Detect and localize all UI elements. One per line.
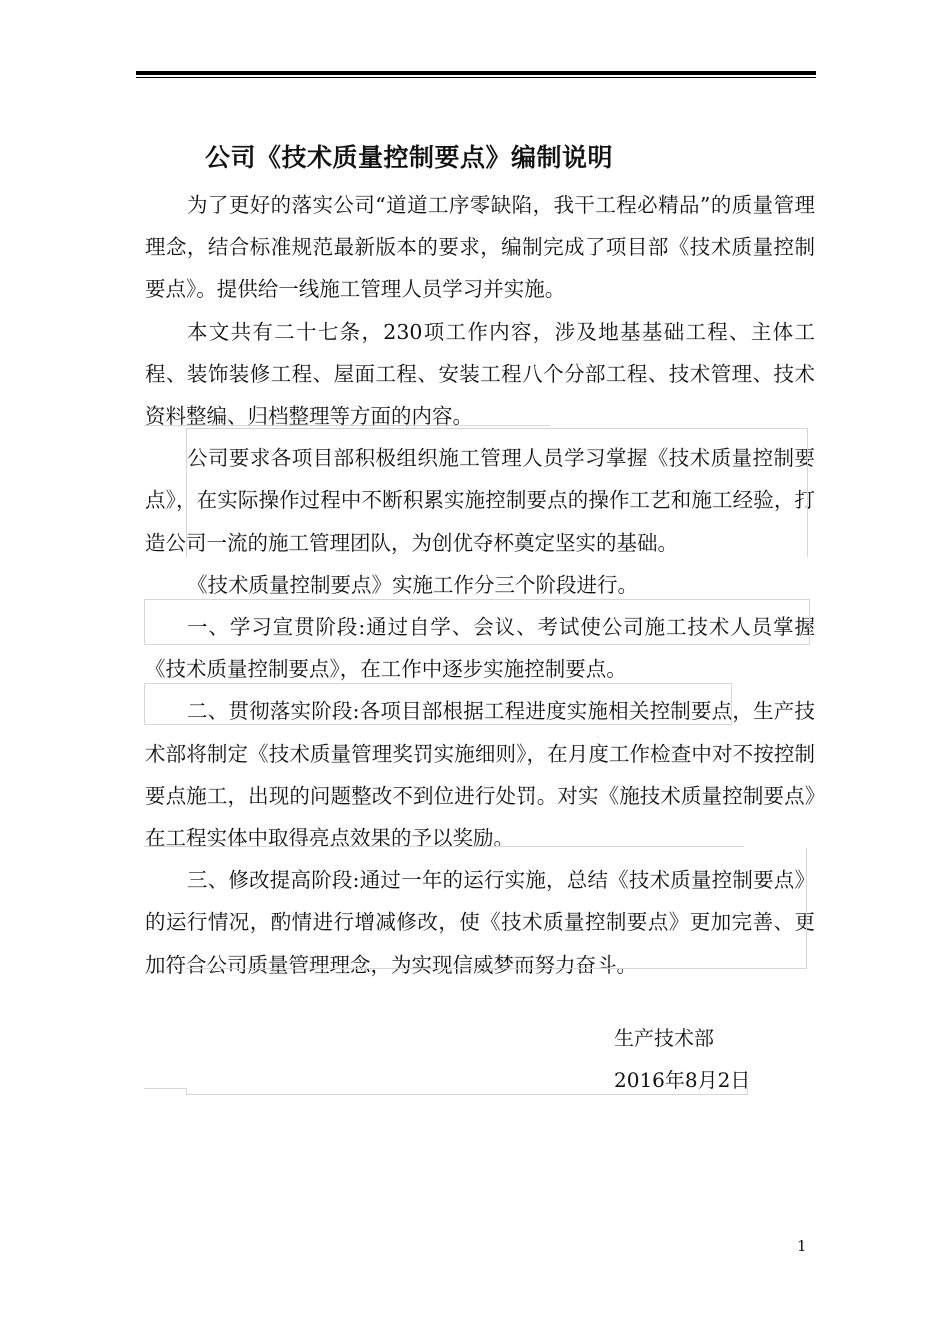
header-rule-thick [136, 71, 816, 75]
paragraph-scope: 本文共有二十七条，230项工作内容，涉及地基基础工程、主体工程、装饰装修工程、屋面工程、安装工程八个分部工程、技术管理、技术资料整编、归档整理等方面的内容。 [145, 319, 815, 429]
page-number: 1 [797, 1237, 807, 1255]
paragraph-phases: 《技术质量控制要点》实施工作分三个阶段进行。 [187, 572, 638, 597]
document-title: 公司《技术质量控制要点》编制说明 [205, 143, 614, 172]
signature-department: 生产技术部 [614, 1026, 714, 1050]
paragraph-phase-two: 二、贯彻落实阶段:各项目部根据工程进度实施相关控制要点，生产技术部将制定《技术质量管理奖罚实施细则》，在月度工作检查中对不按控制要点施工，出现的问题整改不到位进行处罚。对实《施技术质量控制要点》在工程实体中取得亮点效果的予以奖励。 [145, 699, 815, 851]
paragraph-phase-one: 一、学习宣贯阶段:通过自学、会议、考试使公司施工技术人员掌握《技术质量控制要点》，在工作中逐步实施控制要点。 [145, 615, 815, 682]
paragraph-intro: 为了更好的落实公司“道道工序零缺陷，我干工程必精品”的质量管理理念，结合标准规范最新版本的要求，编制完成了项目部《技术质量控制要点》。提供给一线施工管理人员学习并实施。 [145, 193, 815, 302]
document-body [145, 184, 815, 986]
paragraph-phase-three: 三、修改提高阶段:通过一年的运行实施，总结《技术质量控制要点》的运行情况，酌情进行增减修改，使《技术质量控制要点》更加完善、更加符合公司质量管理理念，为实现信威梦而努力奋斗。 [145, 868, 815, 977]
signature-date: 2016年8月2日 [614, 1068, 751, 1092]
header-rule-thin [136, 77, 816, 78]
frame-guide [144, 1088, 186, 1089]
paragraph-requirement: 公司要求各项目部积极组织施工管理人员学习掌握《技术质量控制要点》，在实际操作过程中不断积累实施控制要点的操作工艺和施工经验，打造公司一流的施工管理团队，为创优夺杯奠定坚实的基础。 [145, 446, 815, 555]
